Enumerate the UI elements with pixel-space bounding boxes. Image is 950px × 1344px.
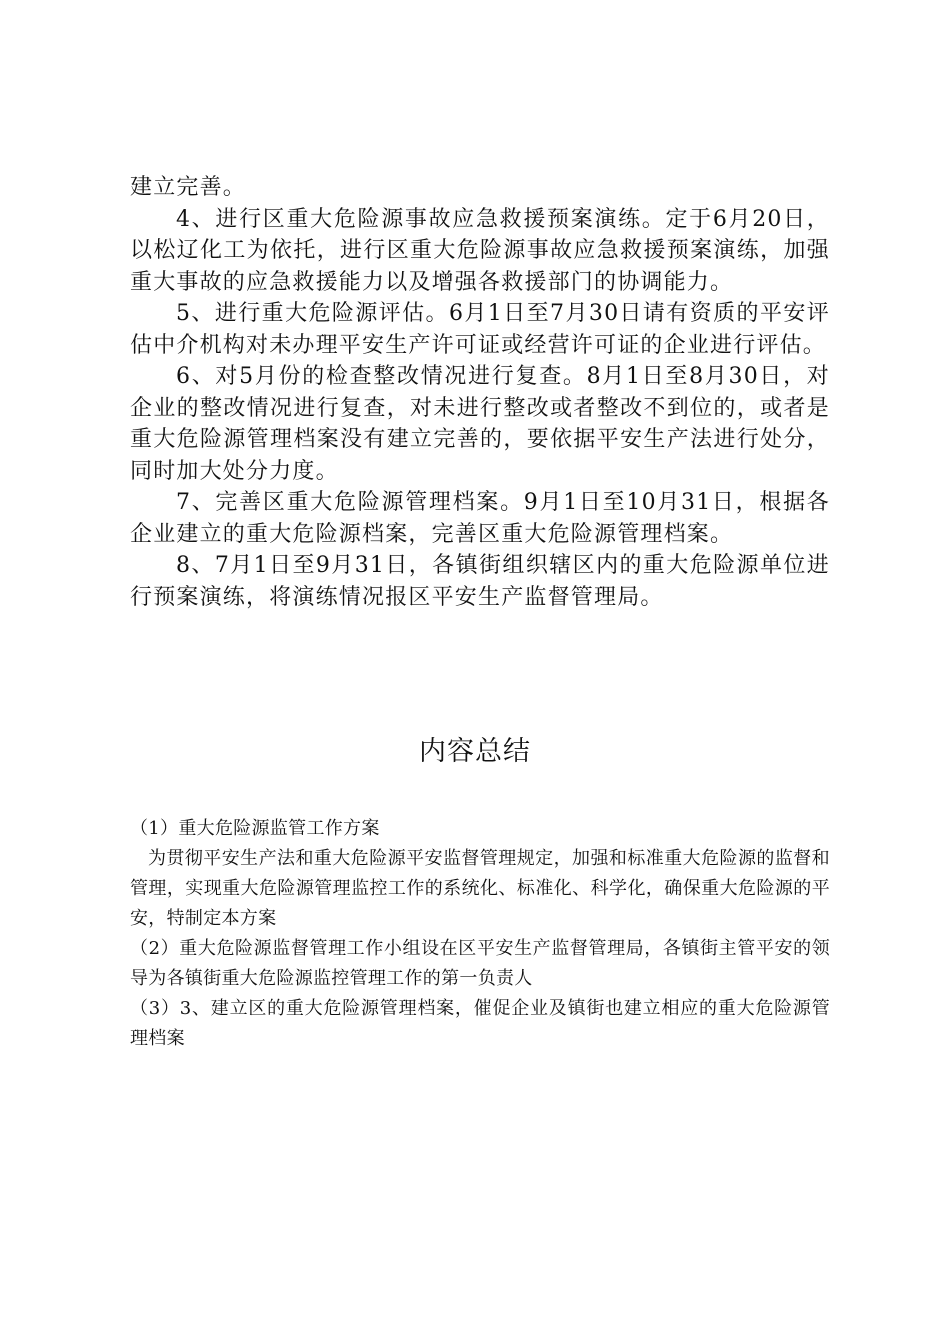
summary-item-1-heading: （1）重大危险源监管工作方案	[130, 818, 380, 839]
paragraph-item-7: 7、完善区重大危险源管理档案。9月1日至10月31日，根据各企业建立的重大危险源档案，完善区重大危险源管理档案。	[130, 490, 830, 547]
summary-item-1-text: 为贯彻平安生产法和重大危险源平安监督管理规定，加强和标准重大危险源的监督和管理，实现重大危险源管理监控工作的系统化、标准化、科学化，确保重大危险源的平安，特制定本方案	[130, 848, 830, 929]
paragraph-item-4: 4、进行区重大危险源事故应急救援预案演练。定于6月20日，以松辽化工为依托，进行区重大危险源事故应急救援预案演练，加强重大事故的应急救援能力以及增强各救援部门的协调能力。	[130, 206, 830, 295]
summary-item-3: （3）3、建立区的重大危险源管理档案，催促企业及镇街也建立相应的重大危险源管理档案	[130, 998, 830, 1049]
paragraph-item-8: 8、7月1日至9月31日，各镇街组织辖区内的重大危险源单位进行预案演练，将演练情况报区平安生产监督管理局。	[130, 553, 830, 610]
summary-section	[130, 814, 830, 1054]
plan-body	[130, 172, 830, 613]
summary-title: 内容总结	[419, 736, 531, 767]
paragraph-item-5: 5、进行重大危险源评估。6月1日至7月30日请有资质的平安评估中介机构对未办理平安生产许可证或经营许可证的企业进行评估。	[130, 301, 830, 358]
summary-item-2: （2）重大危险源监督管理工作小组设在区平安生产监督管理局，各镇街主管平安的领导为各镇街重大危险源监控管理工作的第一负责人	[130, 938, 830, 989]
paragraph-continuation: 建立完善。	[130, 175, 247, 200]
paragraph-item-6: 6、对5月份的检查整改情况进行复查。8月1日至8月30日，对企业的整改情况进行复查，对未进行整改或者整改不到位的，或者是重大危险源管理档案没有建立完善的，要依据平安生产法进行处分，同时加大处分力度。	[130, 364, 830, 484]
